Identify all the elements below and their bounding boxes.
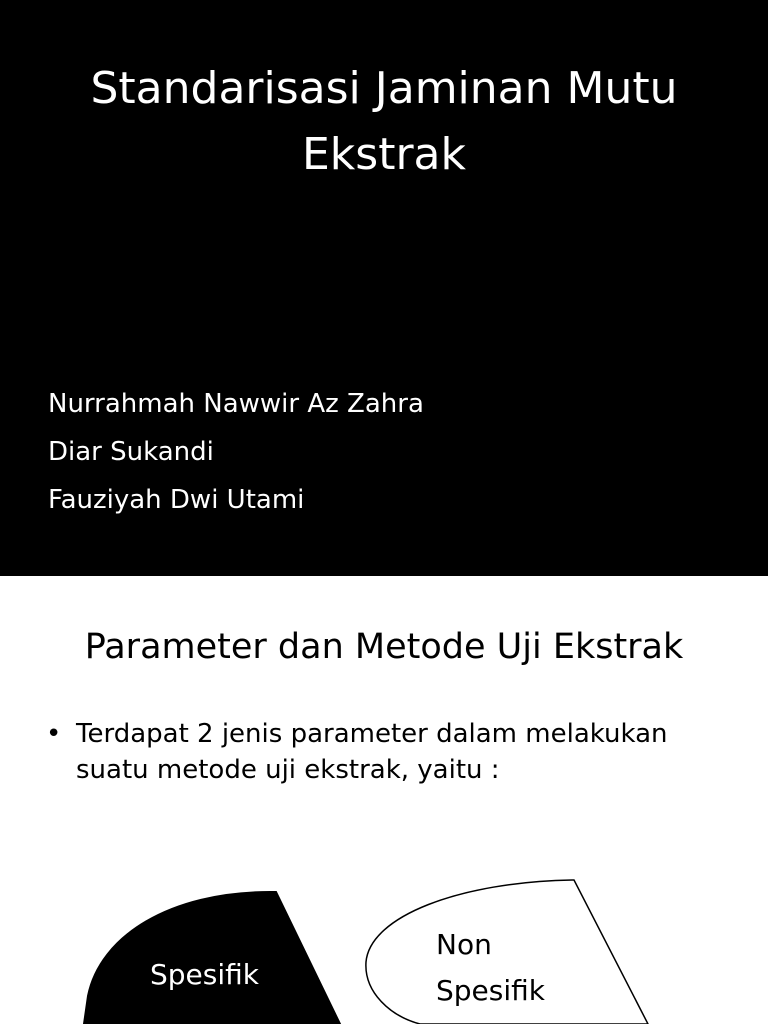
author-list xyxy=(48,380,424,524)
non-spesifik-label xyxy=(436,922,545,1014)
slide-title: Parameter dan Metode Uji Ekstrak xyxy=(84,627,684,667)
bullet-item xyxy=(46,716,726,788)
bullet-text xyxy=(76,716,726,788)
bullet-line-1: Terdapat 2 jenis parameter dalam melakukan xyxy=(76,719,668,749)
spesifik-label-line: Spesifik xyxy=(150,958,259,991)
title-line-1: Standarisasi Jaminan Mutu xyxy=(90,63,678,114)
author-name: Fauziyah Dwi Utami xyxy=(48,485,305,515)
spesifik-label xyxy=(150,952,259,998)
non-spesifik-label-line-2: Spesifik xyxy=(436,974,545,1007)
bullet-marker: • xyxy=(46,719,62,749)
title-line-2: Ekstrak xyxy=(302,129,466,180)
author-name: Diar Sukandi xyxy=(48,437,214,467)
bullet-line-2: suatu metode uji ekstrak, yaitu : xyxy=(76,755,500,785)
non-spesifik-label-line-1: Non xyxy=(436,928,492,961)
presentation-title xyxy=(0,56,768,188)
diagram-shapes xyxy=(0,876,768,1024)
parameter-diagram xyxy=(0,876,768,1024)
author-name: Nurrahmah Nawwir Az Zahra xyxy=(48,389,424,419)
content-slide xyxy=(0,576,768,1024)
